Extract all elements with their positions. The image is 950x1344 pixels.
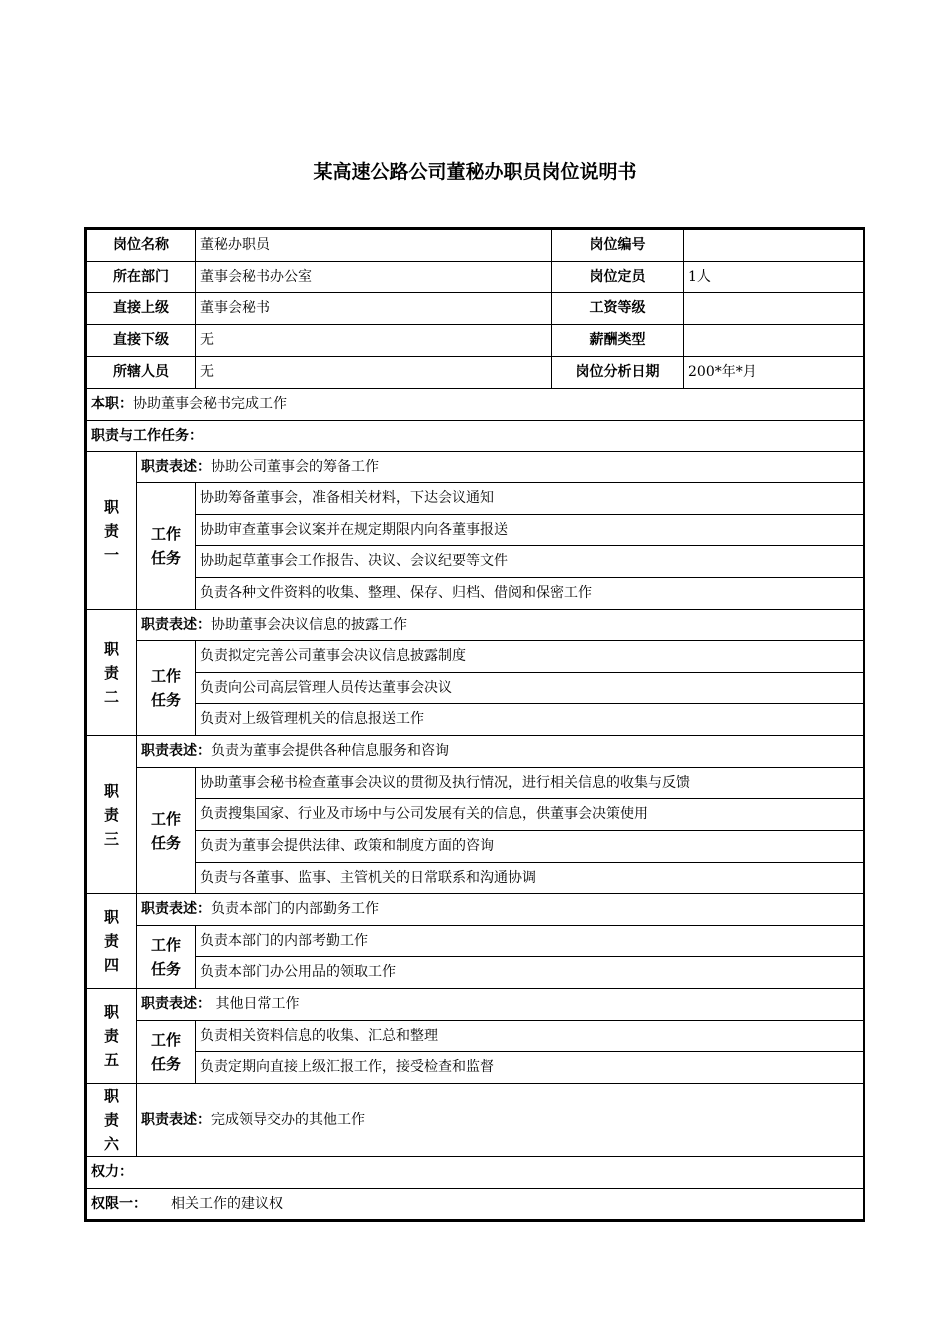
task-item: 负责本部门办公用品的领取工作 bbox=[196, 957, 864, 989]
task-row bbox=[87, 704, 864, 736]
task-item: 负责为董事会提供法律、政策和制度方面的咨询 bbox=[196, 831, 864, 863]
task-item: 负责定期向直接上级汇报工作，接受检查和监督 bbox=[196, 1052, 864, 1084]
benzhi-row bbox=[87, 389, 864, 421]
duty-side-label: 职 责 一 bbox=[87, 452, 137, 610]
benzhi-label: 本职： bbox=[91, 396, 133, 412]
task-label: 工作 任务 bbox=[137, 483, 196, 610]
duty-desc bbox=[137, 989, 864, 1021]
task-item: 协助起草董事会工作报告、决议、会议纪要等文件 bbox=[196, 546, 864, 578]
info-value: 200*年*月 bbox=[684, 357, 864, 389]
task-item: 协助董事会秘书检查董事会决议的贯彻及执行情况，进行相关信息的收集与反馈 bbox=[196, 768, 864, 799]
task-row bbox=[87, 546, 864, 578]
job-description-table bbox=[84, 227, 865, 1222]
info-label: 直接上级 bbox=[87, 293, 196, 325]
info-value: 无 bbox=[196, 357, 552, 389]
task-row bbox=[87, 926, 864, 957]
task-item: 负责向公司高层管理人员传达董事会决议 bbox=[196, 673, 864, 704]
limit-text: 相关工作的建议权 bbox=[171, 1195, 283, 1212]
duty-row bbox=[87, 1084, 864, 1157]
task-item: 负责拟定完善公司董事会决议信息披露制度 bbox=[196, 641, 864, 673]
page-title: 某高速公路公司董秘办职员岗位说明书 bbox=[313, 161, 637, 183]
duty-side-label: 职 责 五 bbox=[87, 989, 137, 1084]
task-row bbox=[87, 483, 864, 515]
task-row bbox=[87, 1052, 864, 1084]
duty-side-label: 职 责 四 bbox=[87, 894, 137, 989]
desc-label: 职责表述： bbox=[141, 996, 211, 1012]
desc-text: 完成领导交办的其他工作 bbox=[211, 1111, 365, 1128]
info-label: 薪酬类型 bbox=[552, 325, 684, 357]
info-value bbox=[684, 230, 864, 262]
info-label: 岗位定员 bbox=[552, 262, 684, 293]
duty-row bbox=[87, 989, 864, 1021]
duties-header: 职责与工作任务： bbox=[87, 421, 864, 452]
benzhi-text: 协助董事会秘书完成工作 bbox=[133, 396, 287, 412]
info-value bbox=[684, 293, 864, 325]
task-label: 工作 任务 bbox=[137, 641, 196, 736]
task-row bbox=[87, 1021, 864, 1052]
desc-label: 职责表述： bbox=[141, 616, 211, 633]
task-row bbox=[87, 957, 864, 989]
duty-side-label: 职 责 六 bbox=[87, 1084, 137, 1157]
info-value: 董事会秘书 bbox=[196, 293, 552, 325]
info-row bbox=[87, 262, 864, 293]
task-item: 协助筹备董事会，准备相关材料，下达会议通知 bbox=[196, 483, 864, 515]
desc-label: 职责表述： bbox=[141, 1111, 211, 1128]
limit-cell bbox=[87, 1189, 864, 1220]
task-item: 负责本部门的内部考勤工作 bbox=[196, 926, 864, 957]
task-label: 工作 任务 bbox=[137, 768, 196, 894]
task-label: 工作 任务 bbox=[137, 926, 196, 989]
duty-desc bbox=[137, 452, 864, 483]
desc-label: 职责表述： bbox=[141, 901, 211, 917]
duty-side-label: 职 责 三 bbox=[87, 736, 137, 894]
duty-desc bbox=[137, 1084, 864, 1157]
info-row bbox=[87, 357, 864, 389]
duty-desc bbox=[137, 894, 864, 926]
task-item: 负责与各董事、监事、主管机关的日常联系和沟通协调 bbox=[196, 863, 864, 894]
info-label: 所在部门 bbox=[87, 262, 196, 293]
info-label: 工资等级 bbox=[552, 293, 684, 325]
duty-row bbox=[87, 610, 864, 641]
desc-text: 协助公司董事会的筹备工作 bbox=[211, 458, 379, 475]
power-row bbox=[87, 1157, 864, 1189]
duties-header-row bbox=[87, 421, 864, 452]
duty-row bbox=[87, 736, 864, 768]
info-value: 董事会秘书办公室 bbox=[196, 262, 552, 293]
task-row bbox=[87, 768, 864, 799]
info-value: 董秘办职员 bbox=[196, 230, 552, 262]
task-item: 负责对上级管理机关的信息报送工作 bbox=[196, 704, 864, 736]
duty-desc bbox=[137, 736, 864, 768]
duty-desc bbox=[137, 610, 864, 641]
task-row bbox=[87, 515, 864, 546]
desc-text: 其他日常工作 bbox=[211, 996, 300, 1012]
info-value: 无 bbox=[196, 325, 552, 357]
task-label: 工作 任务 bbox=[137, 1021, 196, 1084]
info-label: 岗位分析日期 bbox=[552, 357, 684, 389]
duty-row bbox=[87, 894, 864, 926]
info-row bbox=[87, 325, 864, 357]
info-label: 岗位名称 bbox=[87, 230, 196, 262]
desc-label: 职责表述： bbox=[141, 743, 211, 759]
info-row bbox=[87, 293, 864, 325]
power-label: 权力： bbox=[87, 1157, 864, 1189]
task-row bbox=[87, 799, 864, 831]
limit-label: 权限一： bbox=[91, 1195, 147, 1212]
desc-text: 负责本部门的内部勤务工作 bbox=[211, 901, 379, 917]
task-item: 负责相关资料信息的收集、汇总和整理 bbox=[196, 1021, 864, 1052]
info-row bbox=[87, 230, 864, 262]
task-row bbox=[87, 641, 864, 673]
task-item: 负责各种文件资料的收集、整理、保存、归档、借阅和保密工作 bbox=[196, 578, 864, 610]
limit-row bbox=[87, 1189, 864, 1220]
task-row bbox=[87, 673, 864, 704]
task-row bbox=[87, 578, 864, 610]
task-row bbox=[87, 863, 864, 894]
info-value bbox=[684, 325, 864, 357]
desc-text: 负责为董事会提供各种信息服务和咨询 bbox=[211, 743, 449, 759]
task-item: 协助审查董事会议案并在规定期限内向各董事报送 bbox=[196, 515, 864, 546]
info-label: 所辖人员 bbox=[87, 357, 196, 389]
task-item: 负责搜集国家、行业及市场中与公司发展有关的信息，供董事会决策使用 bbox=[196, 799, 864, 831]
desc-text: 协助董事会决议信息的披露工作 bbox=[211, 616, 407, 633]
info-label: 直接下级 bbox=[87, 325, 196, 357]
duty-side-label: 职 责 二 bbox=[87, 610, 137, 736]
info-value: 1人 bbox=[684, 262, 864, 293]
task-row bbox=[87, 831, 864, 863]
duty-row bbox=[87, 452, 864, 483]
info-label: 岗位编号 bbox=[552, 230, 684, 262]
desc-label: 职责表述： bbox=[141, 458, 211, 475]
benzhi-cell bbox=[87, 389, 864, 421]
